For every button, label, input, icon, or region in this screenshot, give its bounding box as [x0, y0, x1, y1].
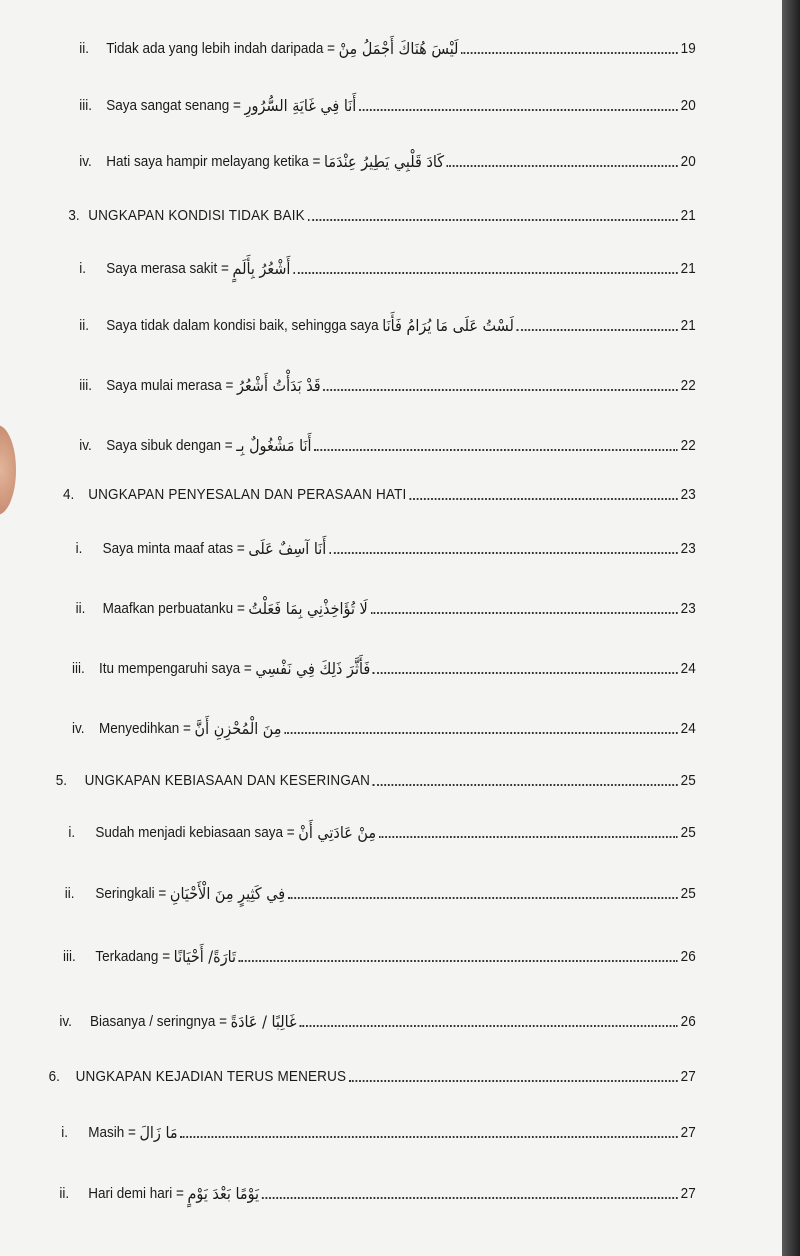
entry-text: Saya sibuk dengan =	[106, 437, 233, 454]
entry-page: 21	[680, 260, 696, 277]
dot-leader	[299, 1025, 678, 1027]
entry-number: iv.	[72, 720, 85, 737]
toc-entry	[0, 528, 696, 558]
dot-leader	[239, 960, 678, 962]
dot-leader	[359, 109, 678, 111]
dot-leader	[349, 1080, 678, 1082]
toc-entry	[0, 1112, 696, 1142]
entry-page: 22	[680, 377, 696, 394]
toc-entry	[0, 1001, 696, 1031]
entry-text: Saya mulai merasa =	[106, 377, 234, 394]
section-title: UNGKAPAN PENYESALAN DAN PERASAAN HATI	[88, 486, 407, 503]
toc-section-heading	[0, 1056, 696, 1086]
dot-leader	[262, 1197, 678, 1199]
toc-entry	[0, 248, 696, 278]
toc-entry	[0, 141, 696, 171]
entry-arabic: كَادَ قَلْبِي يَطِيرُ عِنْدَمَا	[324, 152, 445, 171]
entry-page: 19	[680, 40, 696, 57]
entry-page: 23	[680, 600, 696, 617]
entry-arabic: قَدْ بَدَأْتُ أَشْعُرُ	[236, 376, 321, 395]
dot-leader	[284, 732, 678, 734]
entry-text: Menyedihkan =	[99, 720, 191, 737]
entry-text: Masih =	[88, 1124, 136, 1141]
toc-entry	[0, 1173, 696, 1203]
entry-number: i.	[79, 260, 86, 277]
dot-leader	[373, 784, 678, 786]
entry-number: iii.	[72, 660, 85, 677]
section-number: 4.	[63, 486, 75, 503]
entry-page: 23	[680, 540, 696, 557]
entry-text: Saya tidak dalam kondisi baik, sehingga saya	[106, 317, 379, 334]
section-title: UNGKAPAN KONDISI TIDAK BAIK	[88, 207, 305, 224]
toc-entry	[0, 812, 696, 842]
entry-arabic: غَالِبًا / عَادَةً	[230, 1012, 297, 1031]
entry-number: ii.	[75, 600, 86, 617]
toc-entry	[0, 305, 696, 335]
entry-arabic: أَنَا مَشْغُولٌ بِـ	[236, 436, 312, 455]
entry-number: ii.	[59, 1185, 70, 1202]
entry-page: 25	[680, 772, 696, 789]
entry-page: 24	[680, 660, 696, 677]
entry-arabic: مَا زَالَ	[139, 1123, 178, 1142]
entry-arabic: مِنَ الْمُحْزِنِ أَنَّ	[194, 719, 282, 738]
toc-entry	[0, 936, 696, 966]
section-number: 5.	[55, 772, 68, 789]
entry-text: Hati saya hampir melayang ketika =	[106, 153, 321, 170]
entry-text: Saya minta maaf atas =	[102, 540, 245, 557]
entry-text: Sudah menjadi kebiasaan saya =	[95, 824, 295, 841]
entry-arabic: أَشْعُرُ بِأَلَمٍ	[232, 259, 291, 278]
section-title: UNGKAPAN KEBIASAAN DAN KESERINGAN	[84, 772, 371, 789]
entry-number: ii.	[79, 40, 89, 57]
dot-leader	[293, 272, 678, 274]
entry-page: 20	[680, 97, 696, 114]
dot-leader	[323, 389, 678, 391]
entry-number: iv.	[79, 437, 92, 454]
dot-leader	[308, 219, 678, 221]
entry-arabic: يَوْمًا بَعْدَ يَوْمٍ	[187, 1184, 260, 1203]
entry-text: Biasanya / seringnya =	[90, 1013, 227, 1030]
toc-entry	[0, 708, 696, 738]
toc-entry	[0, 588, 696, 618]
entry-text: Tidak ada yang lebih indah daripada =	[106, 40, 335, 57]
entry-arabic: أَنَا آسِفٌ عَلَى	[248, 539, 327, 558]
entry-page: 24	[680, 720, 696, 737]
dot-leader	[373, 672, 678, 674]
entry-arabic: لَا تُؤَاخِذْنِي بِمَا فَعَلْتُ	[248, 599, 368, 618]
entry-page: 21	[680, 317, 696, 334]
entry-page: 27	[680, 1185, 696, 1202]
dot-leader	[409, 498, 678, 500]
toc-entry	[0, 28, 696, 58]
dot-leader	[329, 552, 678, 554]
entry-text: Maafkan perbuatanku =	[102, 600, 245, 617]
entry-page: 27	[680, 1068, 696, 1085]
entry-number: i.	[68, 824, 76, 841]
entry-number: iv.	[59, 1013, 72, 1030]
entry-text: Hari demi hari =	[88, 1185, 184, 1202]
dot-leader	[379, 836, 678, 838]
entry-text: Saya merasa sakit =	[106, 260, 229, 277]
section-title: UNGKAPAN KEJADIAN TERUS MENERUS	[75, 1068, 347, 1085]
entry-page: 21	[680, 207, 696, 224]
entry-number: iii.	[79, 97, 92, 114]
entry-text: Terkadang =	[95, 948, 171, 965]
entry-page: 22	[680, 437, 696, 454]
entry-text: Seringkali =	[95, 885, 167, 902]
toc-section-heading	[0, 760, 696, 790]
entry-arabic: فَأَثَّرَ ذَلِكَ فِي نَفْسِي	[255, 659, 371, 678]
entry-text: Itu mempengaruhi saya =	[99, 660, 252, 677]
entry-number: iii.	[79, 377, 92, 394]
entry-page: 27	[680, 1124, 696, 1141]
dot-leader	[288, 897, 678, 899]
dot-leader	[447, 165, 678, 167]
entry-arabic: أَنَا فِي غَايَةِ السُّرُورِ	[244, 96, 357, 115]
entry-page: 20	[680, 153, 696, 170]
dot-leader	[314, 449, 678, 451]
page-edge-shadow	[782, 0, 800, 1256]
dot-leader	[180, 1136, 678, 1138]
toc-entry	[0, 425, 696, 455]
entry-arabic: تَارَةً/ أَحْيَانًا	[173, 947, 237, 966]
toc-entry	[0, 648, 696, 678]
entry-arabic: لَسْتُ عَلَى مَا يُرَامُ فَأَنَا	[382, 316, 514, 335]
toc-section-heading	[0, 474, 696, 504]
dot-leader	[517, 329, 678, 331]
toc-entry	[0, 85, 696, 115]
section-number: 6.	[48, 1068, 60, 1085]
entry-text: Saya sangat senang =	[106, 97, 241, 114]
toc-entry	[0, 873, 696, 903]
dot-leader	[370, 612, 678, 614]
entry-page: 26	[680, 1013, 696, 1030]
entry-arabic: فِي كَثِيرٍ مِنَ الْأَحْيَانِ	[169, 884, 286, 903]
toc-section-heading	[0, 195, 696, 225]
entry-number: i.	[75, 540, 83, 557]
entry-arabic: مِنْ عَادَتِي أَنْ	[298, 823, 377, 842]
section-number: 3.	[68, 207, 80, 224]
entry-number: iii.	[63, 948, 76, 965]
toc-entry	[0, 365, 696, 395]
entry-number: ii.	[79, 317, 89, 334]
entry-number: iv.	[79, 153, 92, 170]
entry-page: 25	[680, 885, 696, 902]
entry-page: 23	[680, 486, 696, 503]
dot-leader	[461, 52, 678, 54]
entry-page: 25	[680, 824, 696, 841]
entry-number: ii.	[64, 885, 75, 902]
entry-number: i.	[61, 1124, 68, 1141]
entry-page: 26	[680, 948, 696, 965]
entry-arabic: لَيْسَ هُنَاكَ أَجْمَلُ مِنْ	[338, 39, 459, 58]
